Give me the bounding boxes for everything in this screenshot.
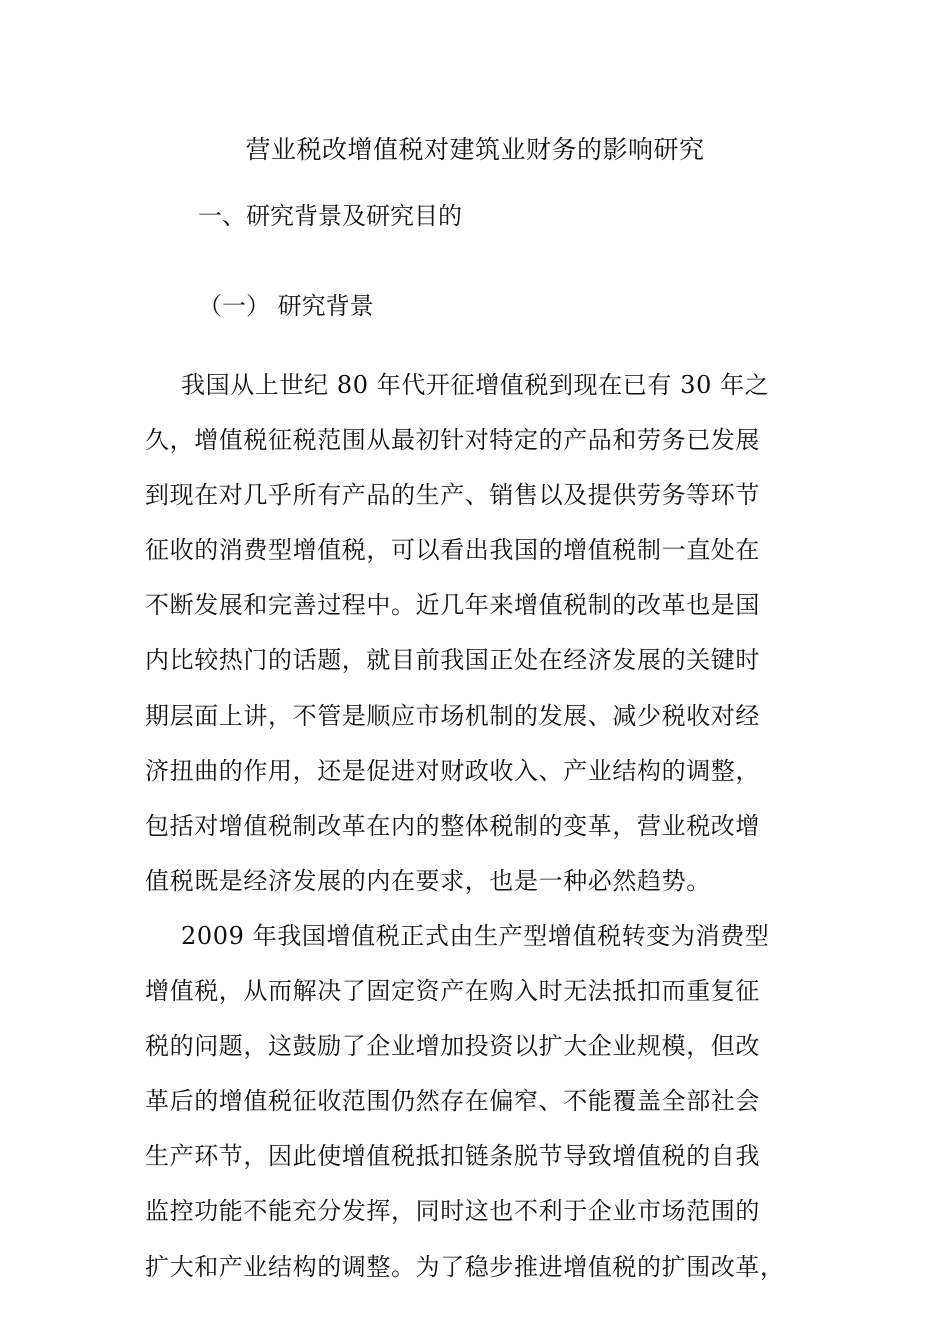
text-line: 久，增值税征税范围从最初针对特定的产品和劳务已发展: [145, 426, 760, 455]
text-line: 税的问题，这鼓励了企业增加投资以扩大企业规模，但改: [145, 1032, 760, 1061]
section-heading: 一、研究背景及研究目的: [198, 202, 462, 230]
subsection-heading: （一） 研究背景: [198, 292, 374, 320]
text-line: 生产环节，因此使增值税抵扣链条脱节导致增值税的自我: [145, 1142, 760, 1171]
body-text: [145, 368, 815, 1305]
text-line: 征收的消费型增值税，可以看出我国的增值税制一直处在: [145, 536, 760, 565]
text-line: 内比较热门的话题，就目前我国正处在经济发展的关键时: [145, 646, 760, 675]
paragraph-2: [145, 919, 815, 1305]
text-line: 不断发展和完善过程中。近几年来增值税制的改革也是国: [145, 591, 760, 620]
text-line: 值税既是经济发展的内在要求，也是一种必然趋势。: [145, 866, 711, 895]
text-line: 革后的增值税征收范围仍然存在偏窄、不能覆盖全部社会: [145, 1087, 760, 1116]
text-line: 期层面上讲，不管是顺应市场机制的发展、减少税收对经: [145, 701, 760, 730]
paragraph-1: [145, 368, 815, 919]
text-line: 2009 年我国增值税正式由生产型增值税转变为消费型: [181, 921, 770, 950]
text-line: 我国从上世纪 80 年代开征增值税到现在已有 30 年之: [181, 371, 770, 399]
text-line: 监控功能不能充分发挥，同时这也不利于企业市场范围的: [145, 1197, 760, 1226]
text-line: 济扭曲的作用，还是促进对财政收入、产业结构的调整，: [145, 756, 760, 785]
text-line: 扩大和产业结构的调整。为了稳步推进增值税的扩围改革，: [145, 1252, 785, 1281]
text-line: 增值税，从而解决了固定资产在购入时无法抵扣而重复征: [145, 977, 760, 1006]
text-line: 包括对增值税制改革在内的整体税制的变革，营业税改增: [145, 811, 760, 840]
document-title: 营业税改增值税对建筑业财务的影响研究: [245, 135, 705, 164]
text-line: 到现在对几乎所有产品的生产、销售以及提供劳务等环节: [145, 481, 760, 510]
